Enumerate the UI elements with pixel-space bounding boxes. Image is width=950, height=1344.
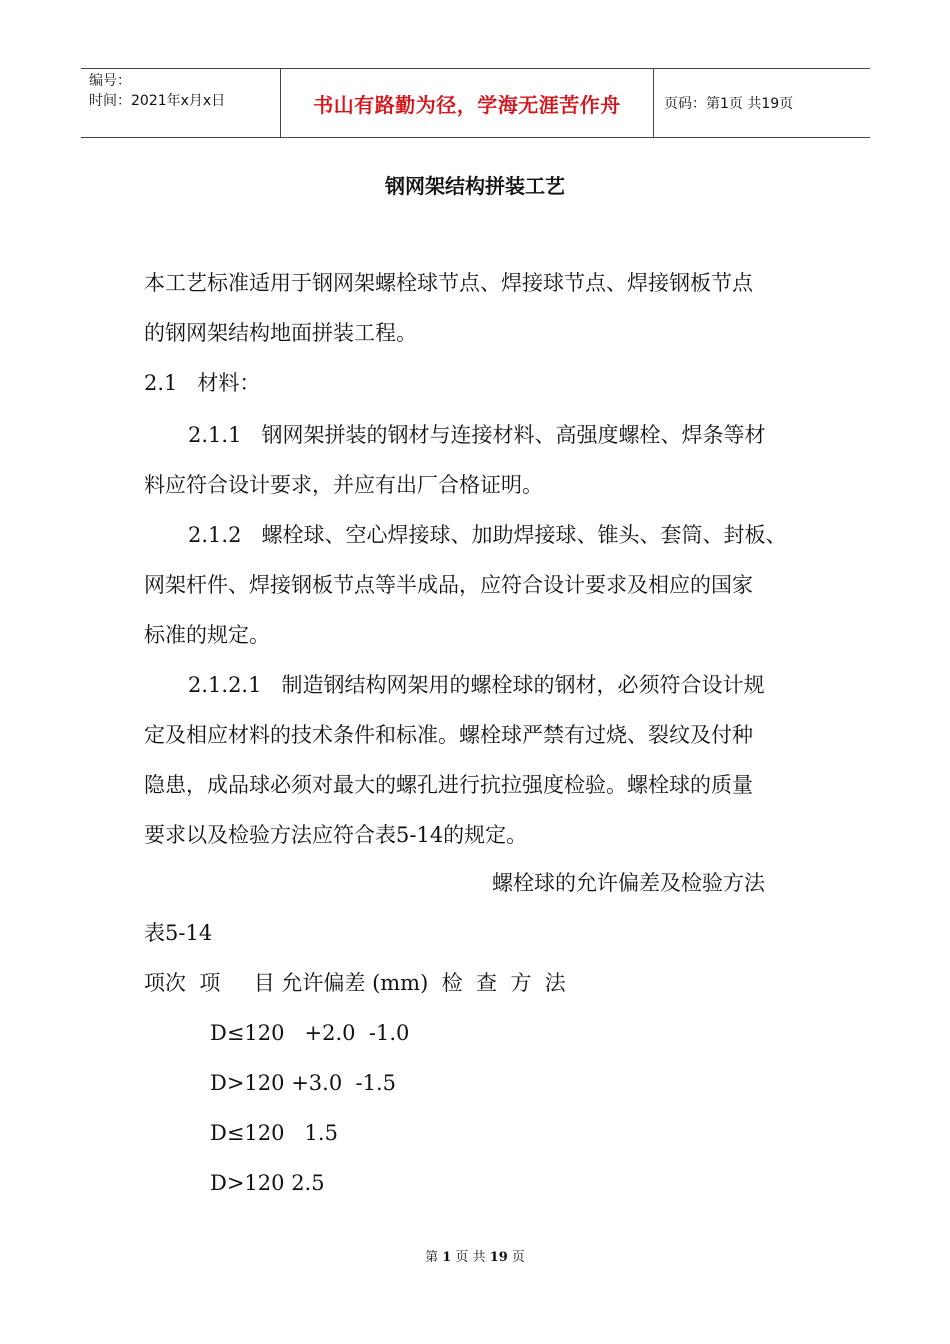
footer-page-number: 1: [442, 1250, 452, 1265]
header-motto-cell: [281, 69, 654, 137]
number-label: 编号：: [89, 73, 131, 89]
document-title: 钢网架结构拼装工艺: [385, 174, 565, 198]
section-2-1-2-line-1: 2.1.2 螺栓球、空心焊接球、加助焊接球、锥头、套筒、封板、: [188, 523, 787, 547]
table-row: D≤120 1.5: [210, 1121, 338, 1145]
table-row: D≤120 +2.0 -1.0: [210, 1021, 410, 1045]
footer-prefix: 第: [425, 1250, 439, 1265]
section-2-1-2-1-line-3: 隐患，成品球必须对最大的螺孔进行抗拉强度检验。螺栓球的质量: [144, 773, 753, 797]
section-2-1-2-1-line-4: 要求以及检验方法应符合表5-14的规定。: [144, 823, 528, 847]
time-label: 时间：2021年x月x日: [89, 93, 226, 109]
header-table: [81, 68, 870, 138]
footer-suffix: 页: [511, 1250, 525, 1265]
header-page-cell: [654, 69, 870, 137]
header-meta-cell: [81, 69, 281, 137]
table-row: D>120 +3.0 -1.5: [210, 1071, 397, 1095]
section-2-1-heading: 2.1 材料：: [144, 371, 261, 395]
table-header-row: 项次 项 目 允许偏差 (mm) 检 查 方 法: [144, 971, 566, 995]
table-caption: 螺栓球的允许偏差及检验方法: [492, 871, 765, 895]
page-info: 页码：第1页 共19页: [664, 96, 794, 112]
section-2-1-2-line-3: 标准的规定。: [144, 623, 270, 647]
intro-line-2: 的钢网架结构地面拼装工程。: [144, 321, 417, 345]
section-2-1-1-line-2: 料应符合设计要求，并应有出厂合格证明。: [144, 473, 543, 497]
table-row: D>120 2.5: [210, 1171, 325, 1195]
footer-middle: 页 共: [455, 1250, 486, 1265]
section-2-1-2-1-line-2: 定及相应材料的技术条件和标准。螺栓球严禁有过烧、裂纹及付种: [144, 723, 753, 747]
page-footer: [0, 1246, 950, 1265]
section-2-1-1-line-1: 2.1.1 钢网架拼装的钢材与连接材料、高强度螺栓、焊条等材: [188, 423, 766, 447]
section-2-1-2-1-line-1: 2.1.2.1 制造钢结构网架用的螺栓球的钢材，必须符合设计规: [188, 673, 765, 697]
intro-line-1: 本工艺标准适用于钢网架螺栓球节点、焊接球节点、焊接钢板节点: [144, 271, 753, 295]
footer-total-pages: 19: [489, 1250, 508, 1265]
table-number: 表5-14: [144, 921, 213, 945]
motto-text: 书山有路勤为径，学海无涯苦作舟: [313, 92, 621, 117]
section-2-1-2-line-2: 网架杆件、焊接钢板节点等半成品，应符合设计要求及相应的国家: [144, 573, 753, 597]
